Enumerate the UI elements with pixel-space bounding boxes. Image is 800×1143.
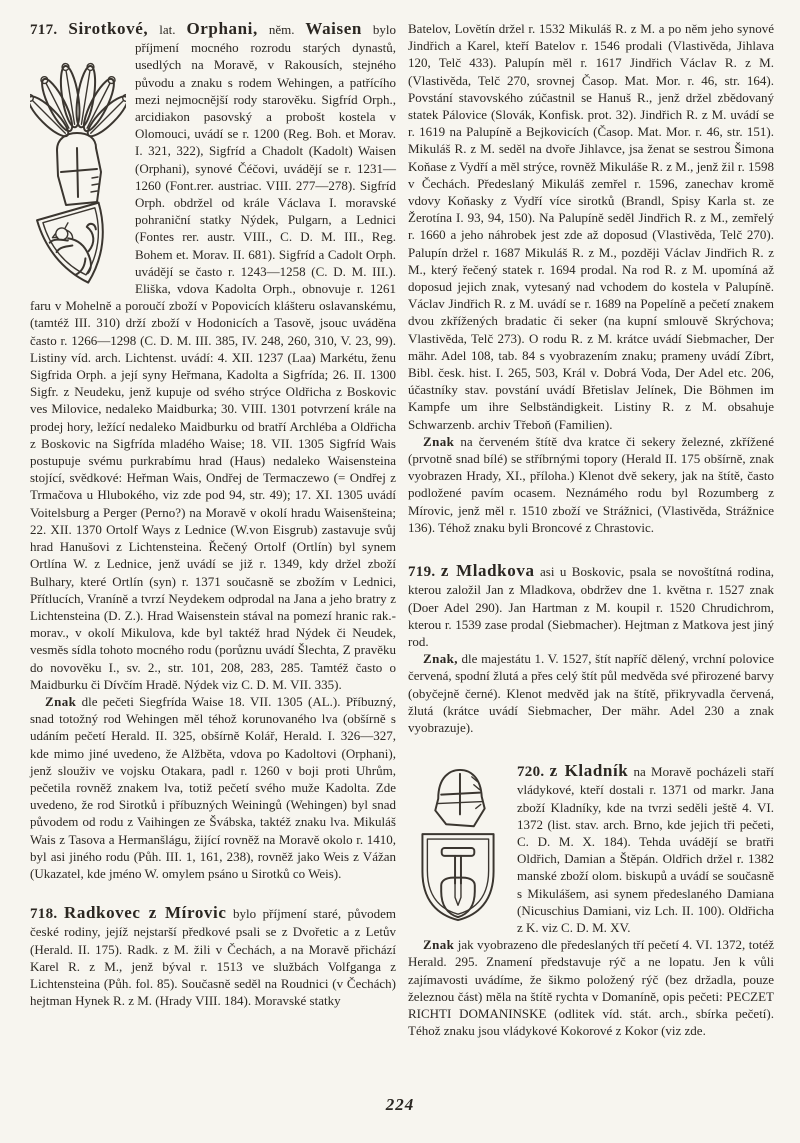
entry-720-body: na Moravě pocházeli staří vládykové, kteří dostali r. 1371 od markr. Jana zboží Kladníky, kde na tvrzi seděli ještě 4. VI. 1372 (list. stav. arch. Brno, kde jejich tři pečeti, C. D. M. X. 184). Tehda uvádějí se bratři Oldřich, Damian a Štěpán. Oldřich držel r. 1382 manské zboží olom. biskupů a uvádí se současně s Mikulášem, asi synem předeslaného Damiana (Nicuschius Damiani, viz Lch. II. 100). Oldřicha z K. viz C. D. M. XV.: [517, 764, 775, 935]
feathers-icon: [30, 63, 126, 142]
entry-719-headword: z Mladkova: [440, 561, 535, 581]
right-column: [408, 20, 774, 1039]
entry-720-znak-paragraph: [408, 936, 774, 1039]
left-column: [30, 20, 396, 1039]
entry-717: [30, 20, 396, 693]
entry-718-znak-text: na červeném štítě dva kratce či sekery železné, zkřížené (prvotně snad bílé) se stříbrnými topory (Herald II. 175 obšírně, znak vyobrazen Hrady, XI., příloha.) Klenot dvě sekery, jak na štítě, často podložené pavím ocasem. Neznámého rodu byl Rozumberg z Mírovic, jenž měl r. 1510 zboží ve Strážnici, (Vlastivěda, Strážnice 136). Téhož znaku byli Broncové z Chrastovic.: [408, 433, 774, 535]
entry-720-znak-text: jak vyobrazeno dle předeslaných tří pečetí 4. VI. 1372, totéž Herald. 295. Znamení představuje rýč a ne lopatu. Jen k vůli zajímavosti uvádíme, že šikmo položený rýč (bez držadla, pouze železnou část) měla na štítě rychta v Domaníně, opis pečeti: PECZET RICHTI DOMANINSKE (odlitek víd. stát. arch., sbírka pečetí). Téhož znaku jsou vládykové Kokorové z Kokor (viz zde.: [408, 937, 774, 1039]
sirotkove-coat-of-arms-illustration: [30, 42, 126, 294]
entry-719-znak-text: dle majestátu 1. V. 1527, štít napříč dělený, vrchní polovice červená, spodní žlutá a přes celý štít půl medvěda své přirozené barvy (obyčejně černé). Klenot medvěd jak na štítě, přikryvadla červená, žlutá (krátce uvádí Siebmacher, Der mähr. Adel 230 a znak vyobrazuje).: [408, 651, 775, 735]
page-number: 224: [385, 1095, 415, 1114]
entry-717-lat-label: lat.: [159, 22, 176, 37]
znak-label: Znak: [423, 937, 455, 953]
great-helm-icon: [57, 133, 101, 205]
lion-shield-icon: [37, 203, 119, 292]
znak-label: Znak: [423, 433, 455, 449]
entry-717-znak-text: dle pečeti Siegfrída Waise 18. VII. 1305 (AL.). Příbuzný, snad totožný rod Wehingen měl téhož korunovaného lva (obšírně s udáním pečetí Herald. II. 325, obšírně Kolář, Herald. I. 326—327, kde mimo jiné uvedeno, že Alžběta, vdova po Kadoltovi (Orphani), jenž slouživ ve vojsku Otakara, padl r. 1260 v boji proti Uhrům, pečetila rovněž znakem lva, totiž pečetí svého muže Kadolta. Zde uvedeno, že rod Sirotků i příbuzných Weiningů (Wehingen) byl snad původem od rodu z Vaihingen ze Švábska, taktéž znaku lva. Mikuláš Wais z Tasova a Hermanšlágu, žijící rovněž na Moravě okolo r. 1410, byl asi jiného rodu (Půh. III. 1, 161, 238), rovněž jako Weis z Vážan (Ukazatel, kde jméno W. omylem psáno u Sirotků co Weis).: [30, 693, 397, 881]
entry-718-continuation: [408, 20, 774, 433]
entry-717-headword: Sirotkové,: [68, 19, 149, 38]
spade-shield-icon: [422, 834, 493, 920]
entry-719-znak-paragraph: [408, 650, 774, 736]
entry-720-number: 720.: [517, 764, 545, 781]
znak-label: Znak: [45, 693, 77, 709]
entry-717-nem-label: něm.: [268, 22, 295, 37]
entry-720-headword: z Kladník: [549, 761, 629, 781]
entry-718-body-right: Batelov, Lovětín držel r. 1532 Mikuláš R. z M. a po něm jeho synové Jindřich a Karel, kteří Batelov r. 1546 prodali (Vlastivěda, Jihlava 120, Telč 433). Palupín měl r. 1617 Jindřich Václav R. z M. (Vlastivěda, Telč 270, srovnej Časop. Mat. Mor. r. 46, str. 164). Povstání stavovského zúčastnil se Hanuš R., jenž držel zbědovaný statek Pálovice (Slovák, Konfisk. prot. 32). Jindřich R. z M. uvádí se r. 1619 na Palupíně a Bejkovicích (Časop. Mat. Mor. r. 46, str. 151). Mikuláš R. z M. seděl na dvoře Jihlavce, jsa ženat se sestrou Šimona Koňase z Vydří a měl strýce, rovněž Mikuláše R. z M., jenž žil r. 1598 v Čechách. Předeslaný Mikuláš zemřel r. 1596, zanechav kromě vdovy Koňasky z Vydří více sirotků (Brandl, Spisy Karla st. ze Žerotína I. 93, 94, 150). Na Palupíně seděl Jindřich R. z M., zemřelý r. 1660 a jeho náhrobek jest zde až doposud (Vlastivěda, Telč 270). Palupín držel r. 1687 Mikuláš R. z M., později Václav Jindřich R. z M., který řečený statek r. 1694 prodal. Na rod R. z M. upomíná až doposud jejich znak, vytesaný nad vchodem do kostela v Palupíně. Václav Jindřich R. z M. uvádí se r. 1689 na Popelíně a pečetí znakem dvou zkřížených bradatic či seker (na kupní smlouvě Skrýchova; Vlastivěda, Telč 273). O rodu R. z M. krátce uvádí Siebmacher, Der mähr. Adel 108, tab. 84 s vyobrazením znaku; prameny uvádí Zíbrt, Bibl. česk. hist. I. 265, 503, Král v. Dobrá Voda, Der Adel etc. 206, účastníky stav. povstání uvádí Břetislav Jelínek, Die Böhmen im Kampfe um ihre Selbständigkeit. Listiny R. z M. obsahuje Schwarzenb. archiv Třeboň (Familien).: [408, 21, 774, 432]
entry-717-znak-paragraph: [30, 693, 396, 882]
entry-719: [408, 562, 774, 650]
great-helm-icon: [435, 770, 484, 826]
znak-label: Znak,: [423, 651, 458, 667]
entry-718-body-left: bylo příjmení staré, původem české rodiny, jejíž nejstarší předkové psali se z Dvořetic a z Letův (Herald. II. 175). Radk. z M. žili v Čechách, a na Moravě přichází Karel R. z M., jenž býval r. 1513 ve službách Volfganga z Lichtensteina (Půh. fol. 85). Současně seděl na Roudnici (v Čechách) hejtman Hynek R. z M. (Hrady VIII. 184). Moravské statky: [30, 906, 396, 1009]
entry-717-body: bylo příjmení mocného rozrodu starých dynastů, usedlých na Moravě, v Rakousích, stejného původu a znaku s rodem Wehingen, a patřícího mezi nejmocnější rody starověku. Sigfríd Orph., arcidiakon pasovský a probošt kostela v Olomouci, uvádí se r. 1200 (Reg. Boh. et Morav. I. 321, 322), Sigfríd a Chadolt (Kadolt) Waisen (Orphani), synové Čéčovi, uvádějí se r. 1231—1260 (Font.rer. austriac. VIII. 277—278). Sigfríd Orph. obdržel od krále Václava I. moravské pohraniční statky Nýdek, Pulgarn, a Lednici (Fontes rer. austr. VIII., C. D. M. III., Reg. Bohem et. Morav. II. 681). Sigfríd a Cadolt Orph. uvádějí se často r. 1243—1258 (C. D. M. III.). Eliška, vdova Kadolta Orph., obnovuje r. 1261 faru v Mohelně a poroučí zboží v Popovicích klášteru oslavanskému, (tamtéž III. 310) drží zboží v Hodonicích a Tasově, jsouc uváděna často r. 1266—1298 (C. D. M. III. 385, IV. 248, 260, 310, V. 23, 99). Listiny víd. arch. Lichtenst. uvádí: 4. XII. 1237 (Laa) Markétu, ženu Sigfrida Orph. a její syny Heřmana, Kadolta a Sigfrída; 26. II. 1300 Sigfr. z Neudeku, jenž kupuje od svého strýce Oldřicha z Boskovic ves Milovice, nedaleko Maidburka; 30. VIII. 1301 potvrzení krále na prodej hory, ležící nedaleko Maidburku od bratří Archléba a Oldřicha z Boskovic na Sigfrída mladého Waise; 18. VII. 1305 Sigfríd Wais postupuje svému purkrabímu hrad (Haus) nedaleko Waisensteina stojící, svědkové: Heřman Wais, Ondřej de Termaczewo (= Ondřej z Trmačova u Hlubokého, viz zde pod 94, str. 49); 17. XI. 1305 uvádí Voitelsburg a Perger (Perno?) na Moravě v okolí hradu Waisenšteina; 22. XII. 1370 Ortolf Ways z Lednice (W.von Eisgrub) zastavuje svůj hrad Hanušovi z Lichtensteina. Řečený Ortolf (Ortlín) byl synem Ortlína W. z Lednice, jenž uvádí se již r. 1349, kdy držel zboží Bulhary, které Ortlín (syn) r. 1371 současně se zbožím v Lednici, Přítlucích, Vraníně a tvrzí Neydekem odprodal na Jana a jeho bratry z Lichtensteina (D. Z.). Hrad Waisenstein stával na pomezí hranic rak.-morav., v okolí Mikulova, kde byl taktéž hrad Nýdek či Neudek, vesměs sídla tohoto mocného rodu (porůznu uvádí Šlechta, Z pravěku do novověku I., sv. 2., str. 101, 208, 283, 285. Tamtéž často o Maidburku či Dívčím Hradě. Nýdek viz C. D. M. VII. 335).: [30, 22, 397, 692]
entry-718-number: 718.: [30, 906, 58, 923]
entry-720: [408, 762, 774, 936]
entry-719-body: asi u Boskovic, psala se novoštítná rodina, kterou založil Jan z Mladkova, obdržev dne 1. května r. 1527 znak (Doer Adel 290). Jan Hartman z M. koupil r. 1520 Chrudichrom, kterou r. 1539 zase prodal (Siebmacher). Hejtman z Matkova jest jiný rod.: [408, 564, 775, 649]
entry-718: [30, 904, 396, 1009]
kladnik-coat-of-arms-illustration: [408, 765, 508, 927]
entry-717-latin-name: Orphani,: [186, 19, 258, 38]
entry-717-number: 717.: [30, 22, 58, 38]
entry-718-headword: Radkovec z Mírovic: [64, 903, 227, 923]
entry-717-german-name: Waisen: [305, 19, 362, 38]
spade-icon: [441, 848, 475, 917]
entry-718-znak-paragraph: [408, 433, 774, 536]
entry-719-number: 719.: [408, 564, 436, 581]
